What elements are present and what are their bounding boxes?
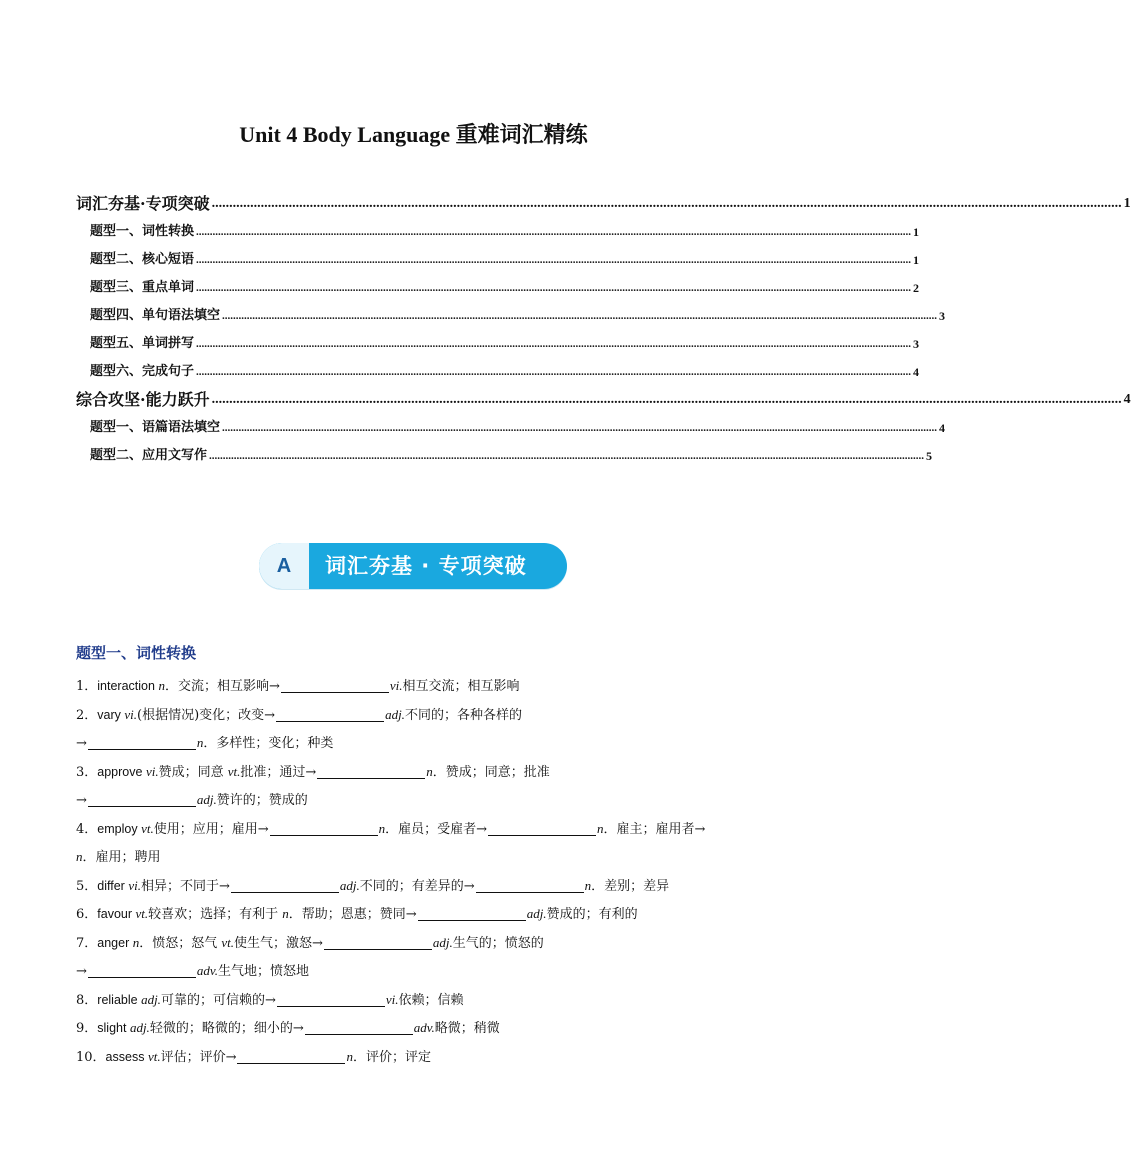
headword: favour <box>97 907 136 921</box>
toc-leader-dots: .................................................................................................................................................................................................................................................................... <box>196 254 912 266</box>
toc-entry[interactable] <box>76 218 920 246</box>
line-text: ．雇用；聘用 <box>82 850 161 865</box>
part-of-speech: n <box>76 849 83 864</box>
part-of-speech: n <box>132 934 140 950</box>
toc-entry-label: 题型一、语篇语法填空 <box>90 420 221 435</box>
answer-blank[interactable] <box>488 821 596 836</box>
line-text: 5． <box>76 878 98 894</box>
toc-page-number: 3 <box>939 309 946 323</box>
part-of-speech: vi. <box>385 991 399 1007</box>
answer-blank[interactable] <box>324 935 432 950</box>
toc-entry[interactable] <box>76 414 946 442</box>
part-of-speech: adv. <box>196 963 218 978</box>
toc-leader-dots: .................................................................................................................................................................................................................................................................... <box>196 226 912 238</box>
part-of-speech: n <box>346 1048 353 1064</box>
table-of-contents <box>76 190 1131 470</box>
toc-leader-dots: .................................................................................................................................................................................................................................................................... <box>222 422 938 434</box>
exercise-line <box>76 900 756 929</box>
exercise-line <box>76 1014 756 1043</box>
headword: approve <box>97 764 146 779</box>
headword: vary <box>97 707 125 722</box>
part-of-speech: adj. <box>385 706 405 722</box>
line-text: 9． <box>76 1021 98 1036</box>
exercise-line <box>76 986 756 1015</box>
toc-leader-dots: .................................................................................................................................................................................................................................................................... <box>211 392 1122 407</box>
toc-entry[interactable] <box>76 246 920 274</box>
section-banner <box>259 543 567 589</box>
part-of-speech: vi. <box>128 877 141 893</box>
part-of-speech: vt. <box>135 906 149 921</box>
line-text: 略微；稍微 <box>434 1021 500 1036</box>
answer-blank[interactable] <box>270 821 378 836</box>
line-text: ．差别；差异 <box>591 878 670 894</box>
part-of-speech: adv. <box>413 1020 435 1035</box>
part-of-speech: n <box>282 906 289 921</box>
banner-letter: A <box>259 543 309 589</box>
line-text: 生气地；愤怒地 <box>217 964 309 979</box>
toc-entry-label: 题型二、应用文写作 <box>90 448 208 463</box>
line-text: 较喜欢；选择；有利于 <box>148 907 283 922</box>
headword: interaction <box>97 679 159 693</box>
line-text: ．多样性；变化；种类 <box>203 736 334 751</box>
line-text: 可靠的；可信赖的→ <box>160 992 276 1008</box>
line-text: 评估；评价→ <box>160 1049 237 1065</box>
toc-page-number: 5 <box>926 449 933 463</box>
line-text: 3． <box>76 764 98 780</box>
toc-entry[interactable] <box>76 190 1131 218</box>
line-text: ．帮助；恩惠；赞同→ <box>288 907 417 922</box>
line-text: 7． <box>76 935 98 951</box>
toc-page-number: 4 <box>1123 392 1131 407</box>
part-of-speech: vt. <box>147 1048 161 1064</box>
exercise-line <box>76 672 756 701</box>
line-text: 不同的；各种各样的 <box>404 707 522 723</box>
part-of-speech: adj. <box>526 906 547 921</box>
line-text: 不同的；有差异的→ <box>359 878 475 894</box>
exercise-list <box>76 672 756 1071</box>
exercise-line <box>76 701 756 730</box>
headword: slight <box>97 1021 130 1035</box>
line-text: 依赖；信赖 <box>398 992 464 1008</box>
toc-leader-dots: .................................................................................................................................................................................................................................................................... <box>196 366 912 378</box>
toc-page-number: 3 <box>913 337 920 351</box>
headword: employ <box>97 821 142 836</box>
headword: anger <box>97 935 133 950</box>
line-text: 生气的；愤怒的 <box>452 935 544 951</box>
part-of-speech: vi. <box>145 763 159 779</box>
answer-blank[interactable] <box>281 678 389 693</box>
part-of-speech: vt. <box>227 763 241 779</box>
toc-leader-dots: .................................................................................................................................................................................................................................................................... <box>222 310 938 322</box>
line-text: 10． <box>76 1049 106 1065</box>
line-text: ．交流；相互影响→ <box>164 679 280 694</box>
part-of-speech: adj. <box>141 991 161 1007</box>
line-text: 8． <box>76 992 98 1008</box>
toc-page-number: 4 <box>939 421 946 435</box>
line-text: 2． <box>76 707 98 723</box>
part-of-speech: n <box>378 820 386 836</box>
banner-title: 词汇夯基 · 专项突破 <box>325 554 527 578</box>
exercise-line <box>76 1043 756 1072</box>
answer-blank[interactable] <box>317 764 425 779</box>
toc-entry[interactable] <box>76 358 920 386</box>
toc-leader-dots: .................................................................................................................................................................................................................................................................... <box>209 450 925 462</box>
part-of-speech: n <box>426 763 433 779</box>
answer-blank[interactable] <box>305 1020 413 1035</box>
exercise-line <box>76 957 756 986</box>
toc-entry[interactable] <box>76 386 1131 414</box>
headword: reliable <box>97 992 142 1007</box>
toc-entry-label: 题型三、重点单词 <box>90 280 195 295</box>
toc-entry-label: 词汇夯基·专项突破 <box>76 194 210 213</box>
toc-page-number: 2 <box>913 281 920 295</box>
line-text: ．雇员；受雇者→ <box>385 821 488 837</box>
toc-entry[interactable] <box>76 302 946 330</box>
answer-blank[interactable] <box>88 735 196 750</box>
toc-entry[interactable] <box>76 442 933 470</box>
part-of-speech: adj. <box>129 1020 150 1035</box>
exercise-line <box>76 929 756 958</box>
toc-page-number: 4 <box>913 365 920 379</box>
toc-page-number: 1 <box>913 225 920 239</box>
part-of-speech: n <box>196 735 204 750</box>
answer-blank[interactable] <box>88 792 196 807</box>
line-text: (根据情况)变化；改变→ <box>137 707 276 723</box>
line-text: → <box>76 793 87 808</box>
toc-entry-label: 题型六、完成句子 <box>90 364 195 379</box>
toc-entry-label: 题型四、单句语法填空 <box>90 308 221 323</box>
line-text: → <box>76 964 87 979</box>
exercise-line <box>76 758 756 787</box>
toc-entry-label: 题型二、核心短语 <box>90 252 195 267</box>
line-text: ．赞成；同意；批准 <box>432 764 550 780</box>
line-text: 赞许的；赞成的 <box>216 793 308 808</box>
part-of-speech: vt. <box>141 820 154 836</box>
line-text: 4． <box>76 821 98 837</box>
line-text: → <box>76 736 87 751</box>
part-of-speech: adj. <box>339 877 360 893</box>
line-text: 1． <box>76 679 98 694</box>
line-text: 轻微的；略微的；细小的→ <box>149 1021 304 1036</box>
answer-blank[interactable] <box>231 878 339 893</box>
toc-entry-label: 综合攻坚·能力跃升 <box>76 390 210 409</box>
section-heading: 题型一、词性转换 <box>76 644 197 662</box>
part-of-speech: n <box>584 877 592 893</box>
exercise-line <box>76 815 756 844</box>
toc-leader-dots: .................................................................................................................................................................................................................................................................... <box>196 338 912 350</box>
line-text: ．评价；评定 <box>352 1049 431 1065</box>
answer-blank[interactable] <box>88 963 196 978</box>
toc-page-number: 1 <box>913 253 920 267</box>
part-of-speech: adj. <box>196 792 217 807</box>
line-text: 使用；应用；雇用→ <box>153 821 269 837</box>
toc-page-number: 1 <box>1123 196 1131 211</box>
exercise-line <box>76 729 756 758</box>
part-of-speech: vi. <box>389 678 403 693</box>
answer-blank[interactable] <box>277 992 385 1007</box>
headword: assess <box>105 1049 148 1064</box>
answer-blank[interactable] <box>418 906 526 921</box>
page-title: Unit 4 Body Language 重难词汇精练 <box>239 122 588 147</box>
answer-blank[interactable] <box>276 707 384 722</box>
part-of-speech: n <box>158 678 165 693</box>
line-text: 赞成；同意 <box>158 764 228 780</box>
exercise-line <box>76 872 756 901</box>
toc-entry-label: 题型一、词性转换 <box>90 224 195 239</box>
exercise-line <box>76 843 756 872</box>
line-text: 赞成的；有利的 <box>546 907 638 922</box>
answer-blank[interactable] <box>237 1049 345 1064</box>
line-text: 6． <box>76 907 98 922</box>
line-text: 相互交流；相互影响 <box>402 679 520 694</box>
headword: differ <box>97 878 129 893</box>
toc-leader-dots: .................................................................................................................................................................................................................................................................... <box>211 196 1122 211</box>
toc-leader-dots: .................................................................................................................................................................................................................................................................... <box>196 282 912 294</box>
line-text: 批准；通过→ <box>240 764 317 780</box>
answer-blank[interactable] <box>476 878 584 893</box>
line-text: 相异；不同于→ <box>140 878 230 894</box>
line-text: ．雇主；雇用者→ <box>603 821 706 837</box>
toc-entry[interactable] <box>76 330 920 358</box>
part-of-speech: n <box>597 820 604 836</box>
toc-entry-label: 题型五、单词拼写 <box>90 336 195 351</box>
part-of-speech: vi. <box>124 706 138 722</box>
line-text: 使生气；激怒→ <box>234 935 323 951</box>
exercise-line <box>76 786 756 815</box>
line-text: ．愤怒；怒气 <box>139 935 222 951</box>
part-of-speech: vt. <box>221 934 235 950</box>
part-of-speech: adj. <box>432 934 453 950</box>
toc-entry[interactable] <box>76 274 920 302</box>
